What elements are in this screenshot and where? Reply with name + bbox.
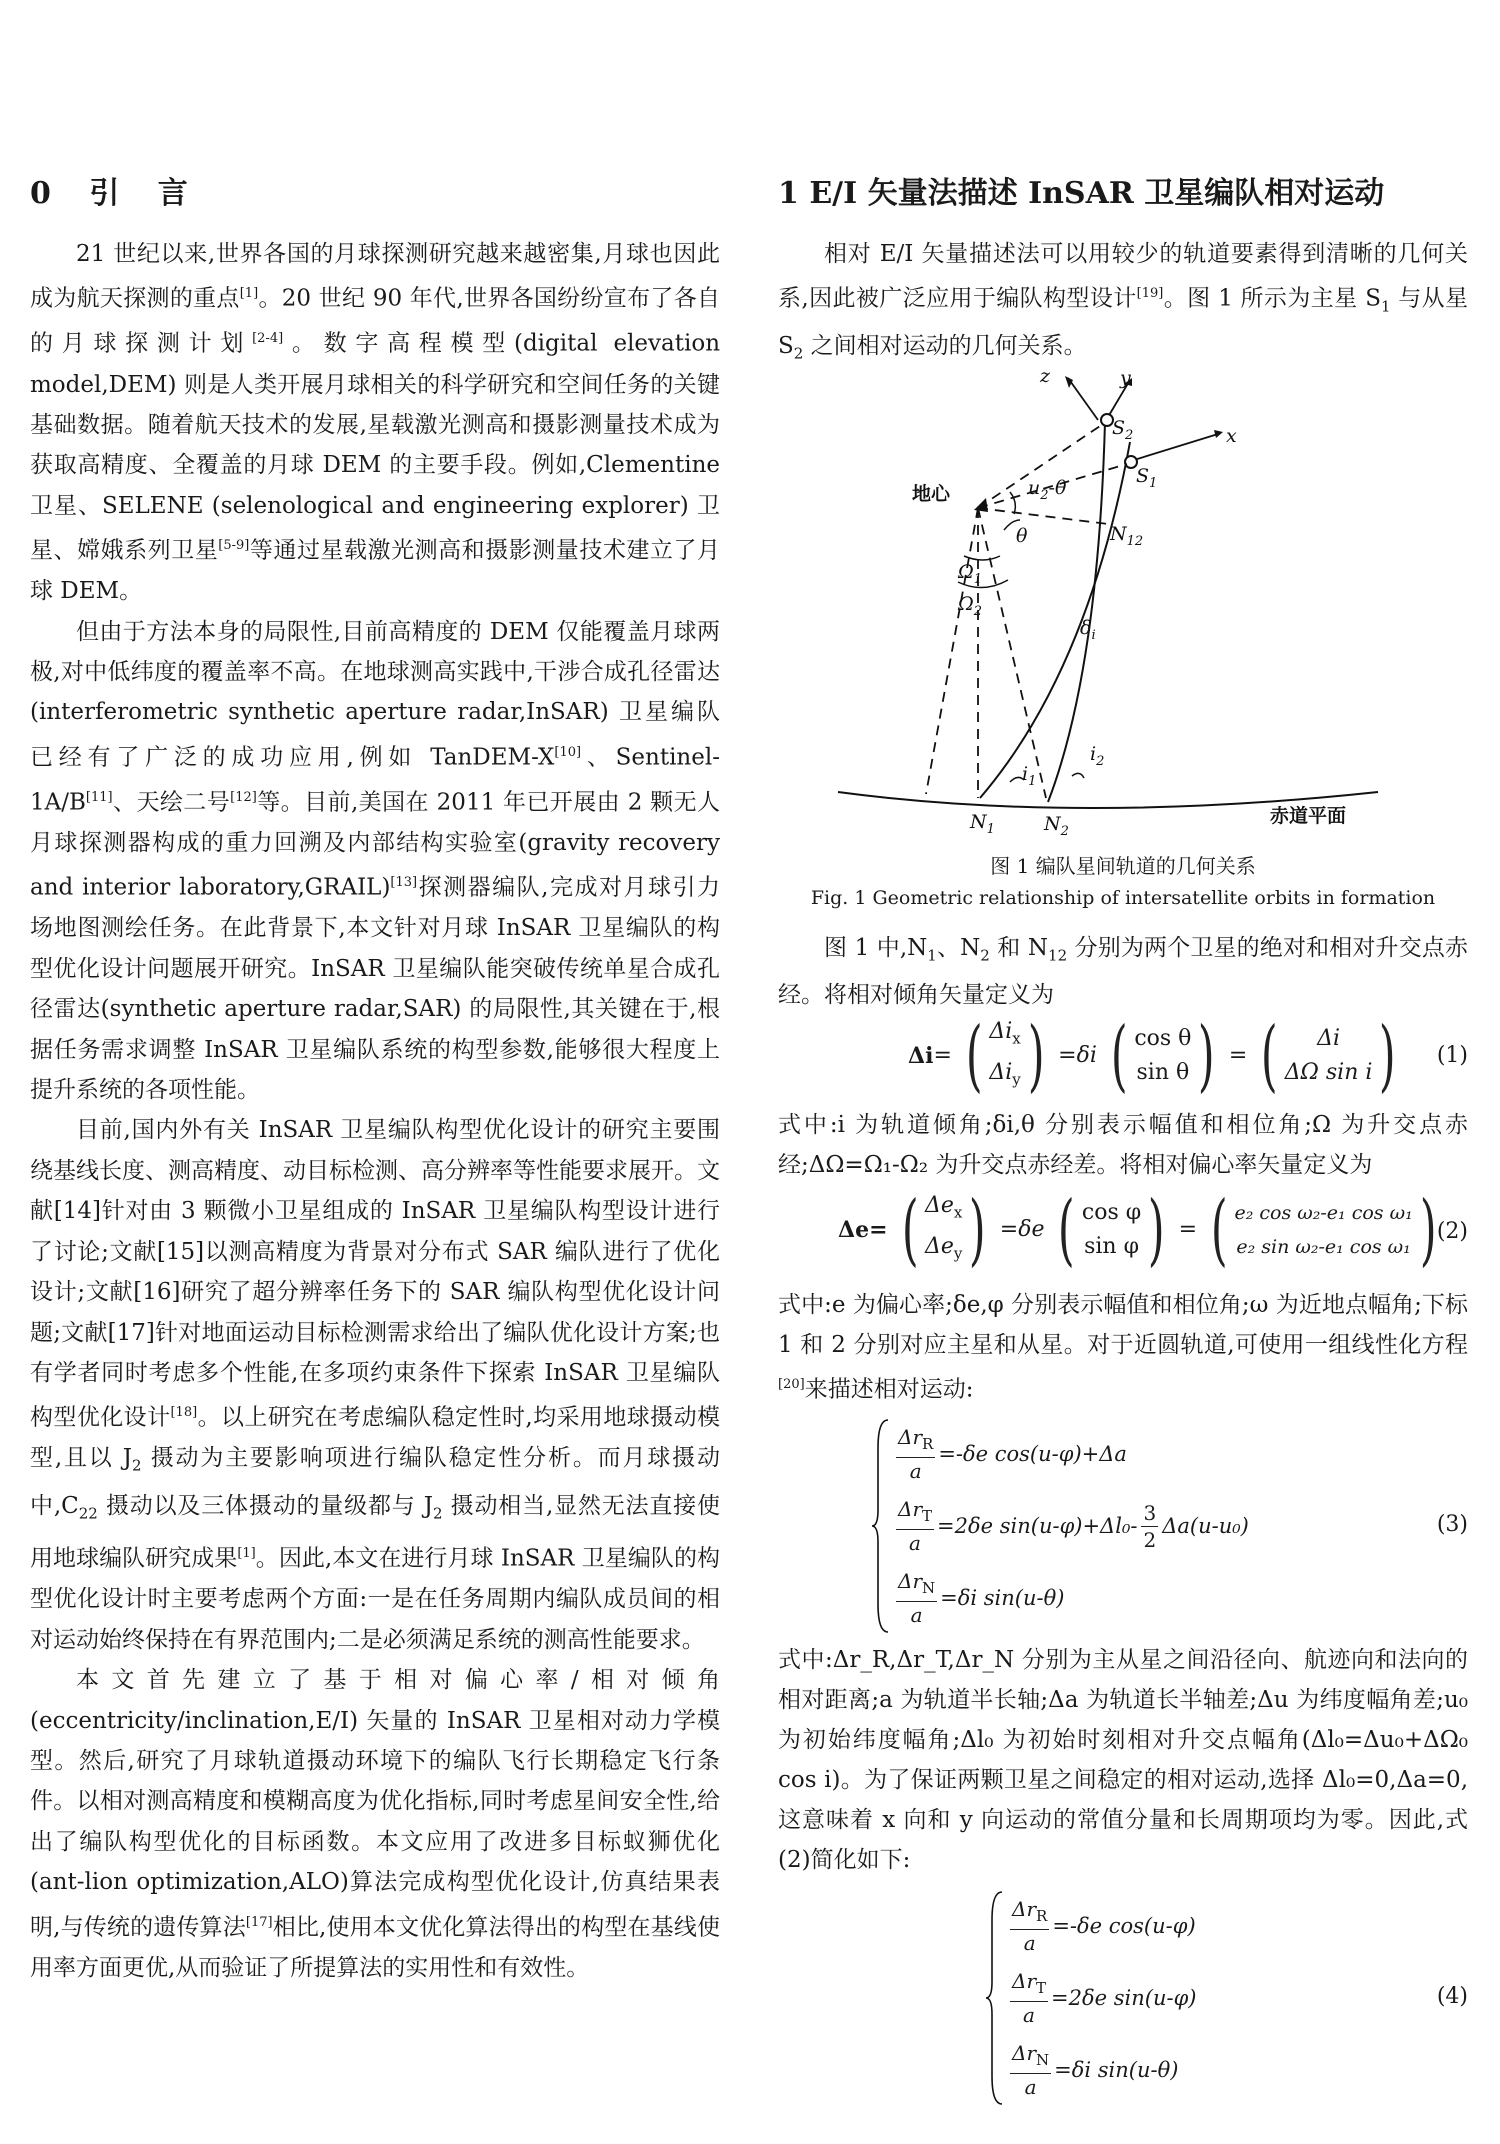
section-heading-introduction: 0 引 言	[30, 176, 202, 211]
paragraph-r3: 式中:i 为轨道倾角;δi,θ 分别表示幅值和相位角;Ω 为升交点赤经;ΔΩ=Ω₁-Ω₂ 为升交点赤经差。将相对偏心率矢量定义为	[778, 1112, 1468, 1179]
citation: [10]	[554, 744, 582, 760]
axis-z	[1068, 378, 1098, 420]
label-theta: θ	[1016, 524, 1028, 547]
equation-3: $\frac{\Delta r_R}{a}$ =-δe cos(u-φ)+Δa $\frac{\Delta r_T}{a}$ =2δe sin(u-φ)+Δl₀- $\frac{3}{2}$ Δa(u-u₀) $\frac{\Delta r_N}{a}$ =δi sin(u-θ) (3)	[778, 1418, 1468, 1640]
figure-caption-zh: 图 1 编队星间轨道的几何关系	[990, 853, 1256, 878]
label-y: y	[1120, 366, 1131, 389]
paragraph-3: 目前,国内外有关 InSAR 卫星编队构型优化设计的研究主要围绕基线长度、测高精度、动目标检测、高分辨率等性能要求展开。文献[14]针对由 3 颗微小卫星组成的 InSAR 卫星编队构型设计进行了讨论;文献[15]以测高精度为背景对分布式 SAR 编队进行了优化设计;文献[16]研究了超分辨率任务下的 SAR 编队构型优化设计问题;文献[17]针对地面运动目标检测需求给出了编队优化设计方案;也有学者同时考虑多个性能,在多项约束条件下探索 InSAR 卫星编队构型优化设计[18]。以上研究在考虑编队稳定性时,均采用地球摄动模型,且以 $J_2$ 摄动为主要影响项进行编队稳定性分析。而月球摄动中$,C_{22}$ 摄动以及三体摄动的量级都与 $J_2$ 摄动相当,显然无法直接使用地球编队研究成果[1]。因此,本文在进行月球 InSAR 卫星编队的构型优化设计时主要考虑两个方面:一是在任务周期内编队成员间的相对运动始终保持在有界范围内;二是必须满足系统的测高性能要求。	[30, 1117, 721, 1653]
label-x: x	[1226, 424, 1237, 447]
label-i1: $i_1$	[1022, 762, 1037, 789]
label-omega1: $\Omega_1$	[958, 560, 983, 587]
label-n1: $N_1$	[970, 810, 995, 837]
paragraph-r4: 式中:e 为偏心率;δe,φ 分别表示幅值和相位角;ω 为近地点幅角;下标 1 和 2 分别对应主星和从星。对于近圆轨道,可使用一组线性化方程[20]来描述相对运动:	[778, 1292, 1468, 1404]
label-z: z	[1040, 364, 1051, 387]
orbit-geometry-diagram	[778, 364, 1468, 848]
left-column	[30, 172, 720, 1988]
axis-x	[1134, 434, 1218, 460]
label-i2: $i_2$	[1090, 742, 1105, 769]
citation: [18]	[170, 1405, 198, 1421]
paragraph-1: 21 世纪以来,世界各国的月球探测研究越来越密集,月球也因此成为航天探测的重点[1]。20 世纪 90 年代,世界各国纷纷宣布了各自的月球探测计划[2-4]。数字高程模型(digital elevation model,DEM) 则是人类开展月球相关的科学研究和空间任务的关键基础数据。随着航天技术的发展,星载激光测高和摄影测量技术成为获取高精度、全覆盖的月球 DEM 的主要手段。例如,Clementine 卫星、SELENE (selenological and engineering explorer) 卫星、嫦娥系列卫星[5-9]等通过星载激光测高和摄影测量技术建立了月球 DEM。	[30, 241, 721, 605]
label-s1: $S_1$	[1136, 464, 1158, 491]
equation-number-2: (2)	[1436, 1219, 1468, 1245]
citation: [13]	[390, 875, 418, 891]
label-n2: $N_2$	[1044, 812, 1069, 839]
paragraph-4: 本文首先建立了基于相对偏心率/相对倾角(eccentricity/inclination,E/I) 矢量的 InSAR 卫星相对动力学模型。然后,研究了月球轨道摄动环境下的编队飞行长期稳定飞行条件。以相对测高精度和模糊高度为优化指标,同时考虑星间安全性,给出了编队构型优化的目标函数。本文应用了改进多目标蚁狮优化(ant-lion optimization,ALO)算法完成构型优化设计,仿真结果表明,与传统的遗传算法[17]相比,使用本文优化算法得出的构型在基线使用率方面更优,从而验证了所提算法的实用性和有效性。	[30, 1667, 720, 1981]
left-brace	[984, 1890, 1006, 2106]
center-arrow	[974, 498, 988, 512]
label-u2-theta: $u_2-\theta$	[1028, 476, 1067, 503]
citation: [5-9]	[218, 538, 250, 554]
equation-2: Δe= ( $\Delta e_x$ $\Delta e_y) =\delta e$ ( cos φ sin φ ) = ( e₂ cos ω₂-e₁ cos ω₁ e₂ sin ω₂-e₁ cos ω₁ ) (2)	[838, 1184, 1468, 1275]
label-equator-plane: 赤道平面	[1270, 804, 1347, 827]
paragraph-2: 但由于方法本身的局限性,目前高精度的 DEM 仅能覆盖月球两极,对中低纬度的覆盖率不高。在地球测高实践中,干涉合成孔径雷达(interferometric synthetic aperture radar,InSAR) 卫星编队已经有了广泛的成功应用,例如 TanDEM-X[10]、Sentinel-1A/B[11]、天绘二号[12]等。目前,美国在 2011 年已开展由 2 颗无人月球探测器构成的重力回溯及内部结构实验室(gravity recovery and interior laboratory,GRAIL)[13]探测器编队,完成对月球引力场地图测绘任务。在此背景下,本文针对月球 InSAR 卫星编队的构型优化设计问题展开研究。InSAR 卫星编队能突破传统单星合成孔径雷达(synthetic aperture radar,SAR) 的局限性,其关键在于,根据任务需求调整 InSAR 卫星编队系统的构型参数,能够很大程度上提升系统的各项性能。	[30, 618, 721, 1104]
citation: [20]	[778, 1377, 805, 1393]
figure-caption-en: Fig. 1 Geometric relationship of intersatellite orbits in formation	[810, 886, 1436, 909]
label-omega2: $\Omega_2$	[958, 592, 983, 619]
equation-number-4: (4)	[1436, 1984, 1468, 2010]
right-column	[778, 172, 1468, 2112]
citation: [11]	[85, 789, 113, 805]
left-brace	[870, 1418, 892, 1634]
citation: [1]	[239, 286, 259, 302]
citation: [12]	[230, 789, 257, 805]
figure-1	[778, 364, 1468, 914]
citation: [19]	[1136, 286, 1164, 301]
label-n12: $N_{12}$	[1110, 522, 1144, 549]
equation-4: $\frac{\Delta r_R}{a}$ =-δe cos(u-φ) $\frac{\Delta r_T}{a}$ =2δe sin(u-φ) $\frac{\Delta r_N}{a}$ =δi sin(u-θ) (4)	[778, 1890, 1468, 2112]
citation: [2-4]	[252, 331, 284, 347]
paragraph-r2: 图 1 中$,N_1$、$N_2$ 和 $N_{12}$ 分别为两个卫星的绝对和相对升交点赤经。将相对倾角矢量定义为	[778, 934, 1469, 1009]
paragraph-r5: 式中:Δr_R,Δr_T,Δr_N 分别为主从星之间沿径向、航迹向和法向的相对距离;a 为轨道半长轴;Δa 为轨道长半轴差;Δu 为纬度幅角差;u₀ 为初始纬度幅角;Δl₀ 为初始时刻相对升交点幅角(Δl₀=Δu₀+ΔΩ₀ cos i)。为了保证两颗卫星之间稳定的相对运动,选择 Δl₀=0,Δa=0,这意味着 x 向和 y 向运动的常值分量和长周期项均为零。因此,式(2)简化如下:	[778, 1647, 1468, 1874]
equation-number-3: (3)	[1436, 1512, 1468, 1538]
citation: [1]	[237, 1546, 256, 1562]
label-earth-center: 地心	[912, 482, 951, 505]
section-heading-ei-vector: 1 E/I 矢量法描述 InSAR 卫星编队相对运动	[778, 176, 1385, 211]
paragraph-r1: 相对 E/I 矢量描述法可以用较少的轨道要素得到清晰的几何关系,因此被广泛应用于编队构型设计[19]。图 1 所示为主星 $S_1$ 与从星 $S_2$ 之间相对运动的几何关系。	[778, 241, 1469, 363]
label-delta-i: $\delta_i$	[1080, 616, 1096, 643]
equation-number-1: (1)	[1436, 1043, 1468, 1069]
equation-1: Δi= ( $\Delta i_x$ $\Delta i_y) =\delta i$ ( cos θ sin θ ) = ( Δi ΔΩ sin i) (1)	[908, 1010, 1468, 1101]
citation: [17]	[245, 1914, 273, 1930]
label-s2: $S_2$	[1112, 416, 1134, 443]
